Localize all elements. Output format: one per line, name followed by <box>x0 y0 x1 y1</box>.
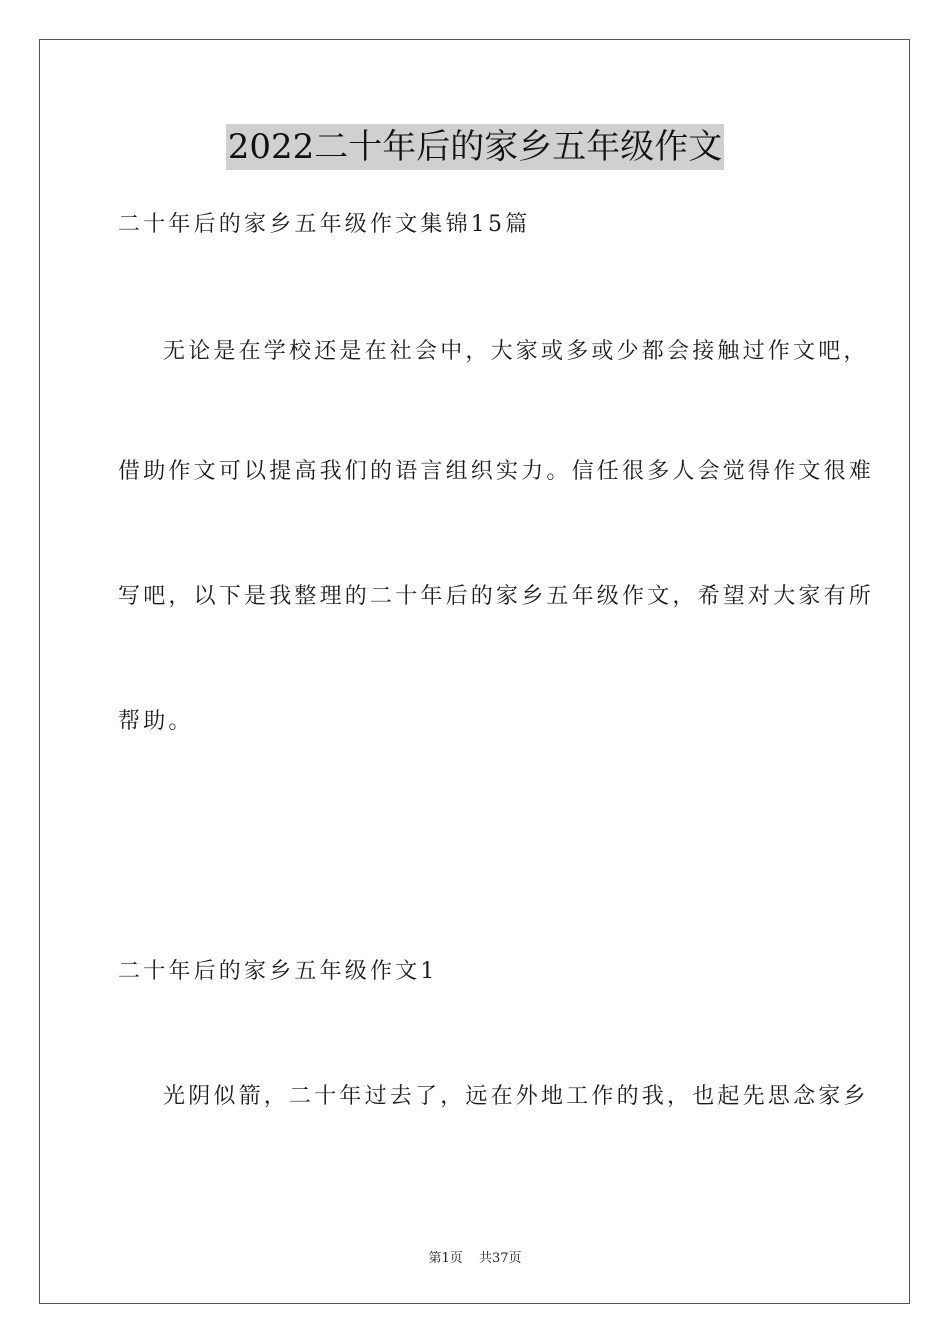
paragraph-line: 帮助。 <box>118 709 194 734</box>
page-footer <box>0 1247 950 1266</box>
page-number: 第1页 <box>428 1251 463 1266</box>
title-container <box>0 124 950 170</box>
page-total: 共37页 <box>478 1251 522 1266</box>
document-title: 2022二十年后的家乡五年级作文 <box>226 124 725 170</box>
paragraph-line: 无论是在学校还是在社会中，大家或多或少都会接触过作文吧， <box>163 339 869 364</box>
section-heading: 二十年后的家乡五年级作文1 <box>118 959 438 984</box>
paragraph-line: 写吧，以下是我整理的二十年后的家乡五年级作文，希望对大家有所 <box>118 584 875 609</box>
paragraph-line: 光阴似箭，二十年过去了，远在外地工作的我，也起先思念家乡 <box>163 1084 869 1109</box>
document-subtitle: 二十年后的家乡五年级作文集锦15篇 <box>118 212 531 237</box>
paragraph-line: 借助作文可以提高我们的语言组织实力。信任很多人会觉得作文很难 <box>118 459 875 484</box>
